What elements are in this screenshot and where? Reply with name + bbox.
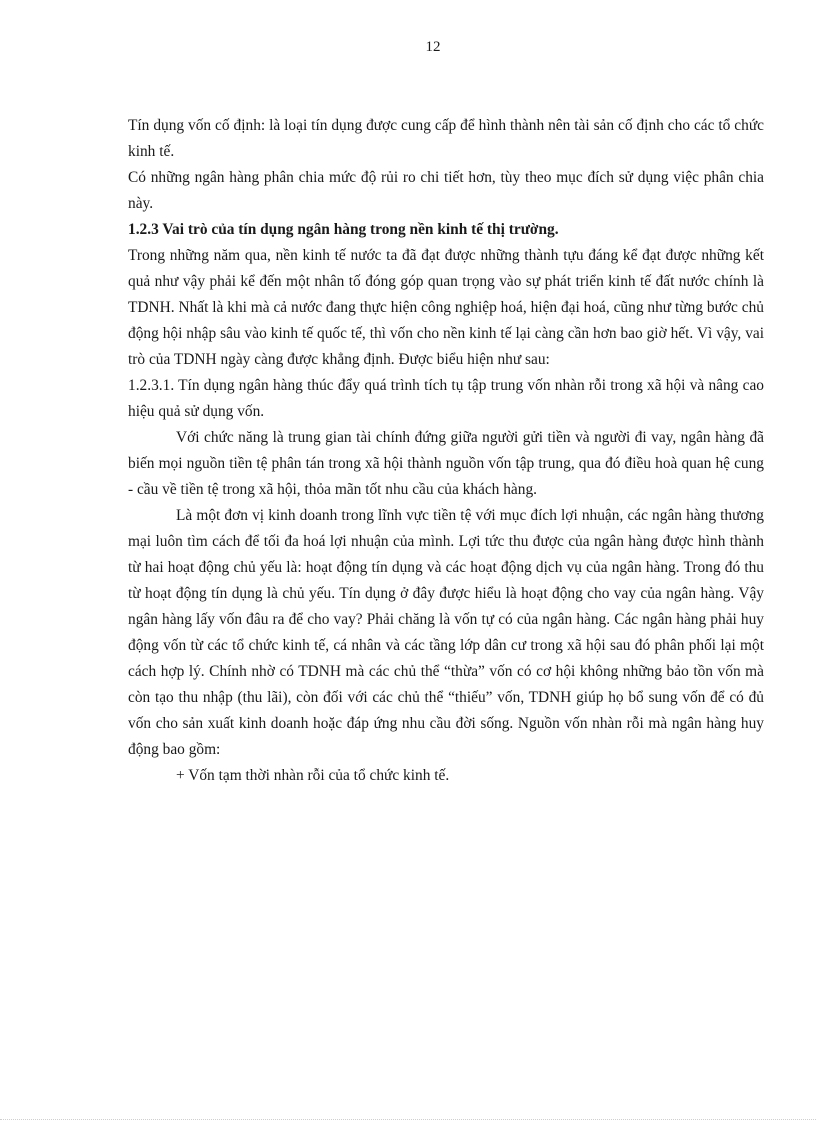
paragraph-role-overview: Trong những năm qua, nền kinh tế nước ta đã đạt được những thành tựu đáng kể đạt được những kết quả như vậy phải kể đến một nhân tố đóng góp quan trọng vào sự phát triển kinh tế đất nước chính là TDNH. Nhất là khi mà cả nước đang thực hiện công nghiệp hoá, hiện đại hoá, cũng như từng bước chủ động hội nhập sâu vào kinh tế quốc tế, thì vốn cho nền kinh tế lại càng cần hơn bao giờ hết. Vì vậy, vai trò của TDNH ngày càng được khẳng định. Được biểu hiện như sau: [128, 247, 764, 368]
page-number: 12 [425, 39, 441, 55]
paragraph-financial-intermediary: Với chức năng là trung gian tài chính đứng giữa người gửi tiền và người đi vay, ngân hàng đã biến mọi nguồn tiền tệ phân tán trong xã hội thành nguồn vốn tập trung, qua đó điều hoà quan hệ cung - cầu về tiền tệ trong xã hội, thỏa mãn tốt nhu cầu của khách hàng. [128, 429, 764, 498]
list-item-idle-capital: + Vốn tạm thời nhàn rỗi của tổ chức kinh tế. [176, 767, 450, 784]
document-body [128, 113, 764, 789]
page-bottom-divider [0, 1119, 816, 1120]
paragraph-profit-maximization: Là một đơn vị kinh doanh trong lĩnh vực tiền tệ với mục đích lợi nhuận, các ngân hàng thương mại luôn tìm cách để tối đa hoá lợi nhuận của mình. Lợi tức thu được của ngân hàng được hình thành từ hai hoạt động chủ yếu là: hoạt động tín dụng và các hoạt động dịch vụ của ngân hàng. Trong đó thu từ hoạt động tín dụng là chủ yếu. Tín dụng ở đây được hiểu là hoạt động cho vay của ngân hàng. Vậy ngân hàng lấy vốn đâu ra để cho vay? Phải chăng là vốn tự có của ngân hàng. Các ngân hàng phải huy động vốn từ các tổ chức kinh tế, cá nhân và các tầng lớp dân cư trong xã hội sau đó phân phối lại một cách hợp lý. Chính nhờ có TDNH mà các chủ thể “thừa” vốn có cơ hội không những bảo tồn vốn mà còn tạo thu nhập (thu lãi), còn đối với các chủ thể “thiếu” vốn, TDNH giúp họ bổ sung vốn để có đủ vốn cho sản xuất kinh doanh hoặc đáp ứng nhu cầu đời sống. Nguồn vốn nhàn rỗi mà ngân hàng huy động bao gồm: [128, 507, 764, 758]
subsection-heading-1-2-3-1: 1.2.3.1. Tín dụng ngân hàng thúc đẩy quá trình tích tụ tập trung vốn nhàn rỗi trong xã hội và nâng cao hiệu quả sử dụng vốn. [128, 377, 764, 420]
section-heading-1-2-3: 1.2.3 Vai trò của tín dụng ngân hàng trong nền kinh tế thị trường. [128, 221, 559, 238]
paragraph-fixed-capital-credit: Tín dụng vốn cố định: là loại tín dụng được cung cấp để hình thành nên tài sản cố định cho các tổ chức kinh tế. [128, 117, 764, 160]
paragraph-risk-classification: Có những ngân hàng phân chia mức độ rủi ro chi tiết hơn, tùy theo mục đích sử dụng việc phân chia này. [128, 169, 764, 212]
